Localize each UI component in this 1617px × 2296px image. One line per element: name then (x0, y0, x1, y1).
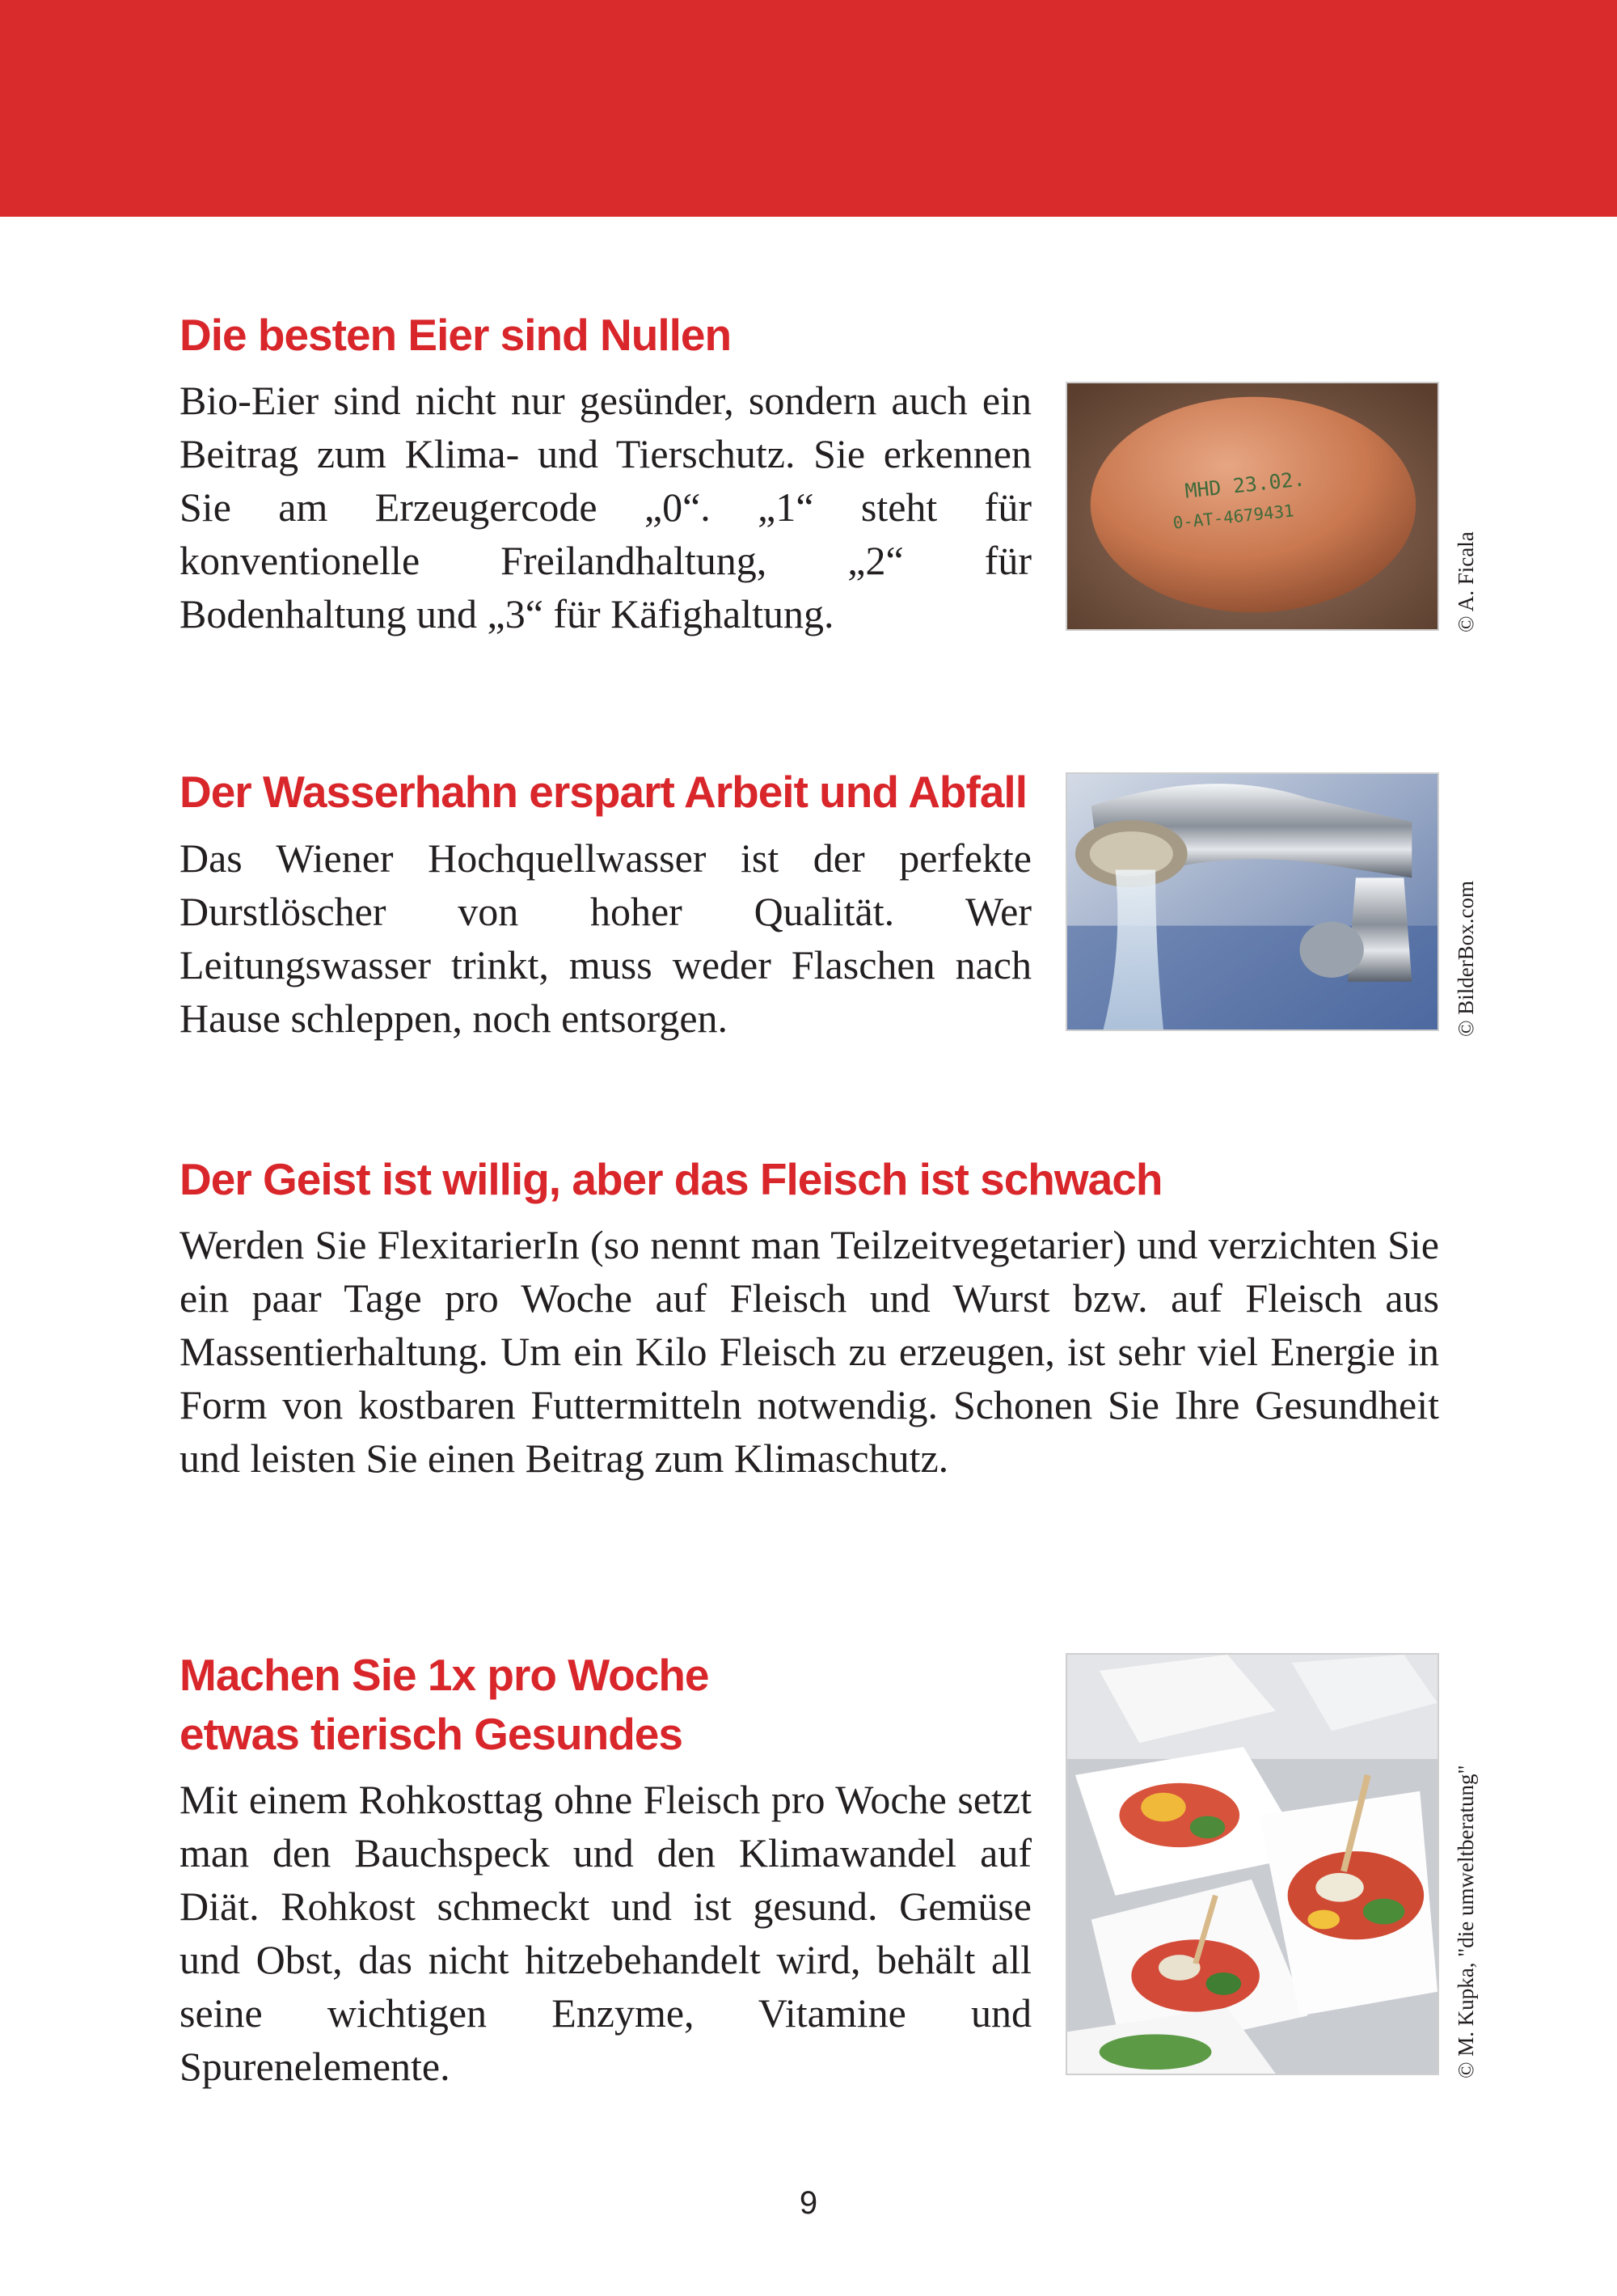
heading-eggs: Die besten Eier sind Nullen (179, 310, 732, 360)
page-number: 9 (799, 2185, 818, 2221)
heading-tap-water: Der Wasserhahn erspart Arbeit und Abfall (179, 767, 1027, 817)
paragraph-eggs: Bio-Eier sind nicht nur gesünder, sondern auch ein Beitrag zum Klima- und Tierschutz. Sie erkennen Sie am Erzeugercode „0“. „1“ steht für konventionelle Freilandhaltung, „2“ für Bodenhaltung und „3“ für Käfighaltung. (179, 378, 1032, 636)
egg-photo (1066, 382, 1439, 631)
credit-tap-photo: © BilderBox.com (1454, 881, 1478, 1037)
egg-stamp-line2: 0-AT-4679431 (1172, 501, 1295, 533)
heading-meat: Der Geist ist willig, aber das Fleisch ist schwach (179, 1154, 1163, 1204)
water-tap-photo (1066, 772, 1439, 1031)
credit-egg-photo: © A. Ficala (1454, 531, 1478, 632)
heading-raw-food-line2: etwas tierisch Gesundes (179, 1709, 682, 1759)
credit-salad-photo: © M. Kupka, "die umweltberatung" (1454, 1765, 1478, 2078)
paragraph-raw-food: Mit einem Rohkosttag ohne Fleisch pro Woche setzt man den Bauchspeck und den Klimawandel auf Diät. Rohkost schmeckt und ist gesund. Gemüse und Obst, das nicht hitzebehandelt wird, behält all seine wichtigen Enzyme, Vitamine und Spurenelemente. (179, 1777, 1032, 2089)
paragraph-tap-water: Das Wiener Hochquellwasser ist der perfekte Durstlöscher von hoher Qualität. Wer Leitungswasser trinkt, muss weder Flaschen nach Hause schleppen, noch entsorgen. (179, 835, 1032, 1041)
egg-stamp-line1: MHD 23.02. (1184, 467, 1307, 503)
salad-bowls-photo (1066, 1653, 1439, 2075)
paragraph-meat: Werden Sie FlexitarierIn (so nennt man Teilzeitvegetarier) und verzichten Sie ein paar Tage pro Woche auf Fleisch und Wurst bzw. auf Fleisch aus Massentierhaltung. Um ein Kilo Fleisch zu erzeugen, ist sehr viel Energie in Form von kostbaren Futtermitteln notwendig. Schonen Sie Ihre Gesundheit und leisten Sie einen Beitrag zum Klimaschutz. (179, 1222, 1439, 1481)
top-red-band (0, 0, 1617, 217)
heading-raw-food-line1: Machen Sie 1x pro Woche (179, 1650, 709, 1700)
